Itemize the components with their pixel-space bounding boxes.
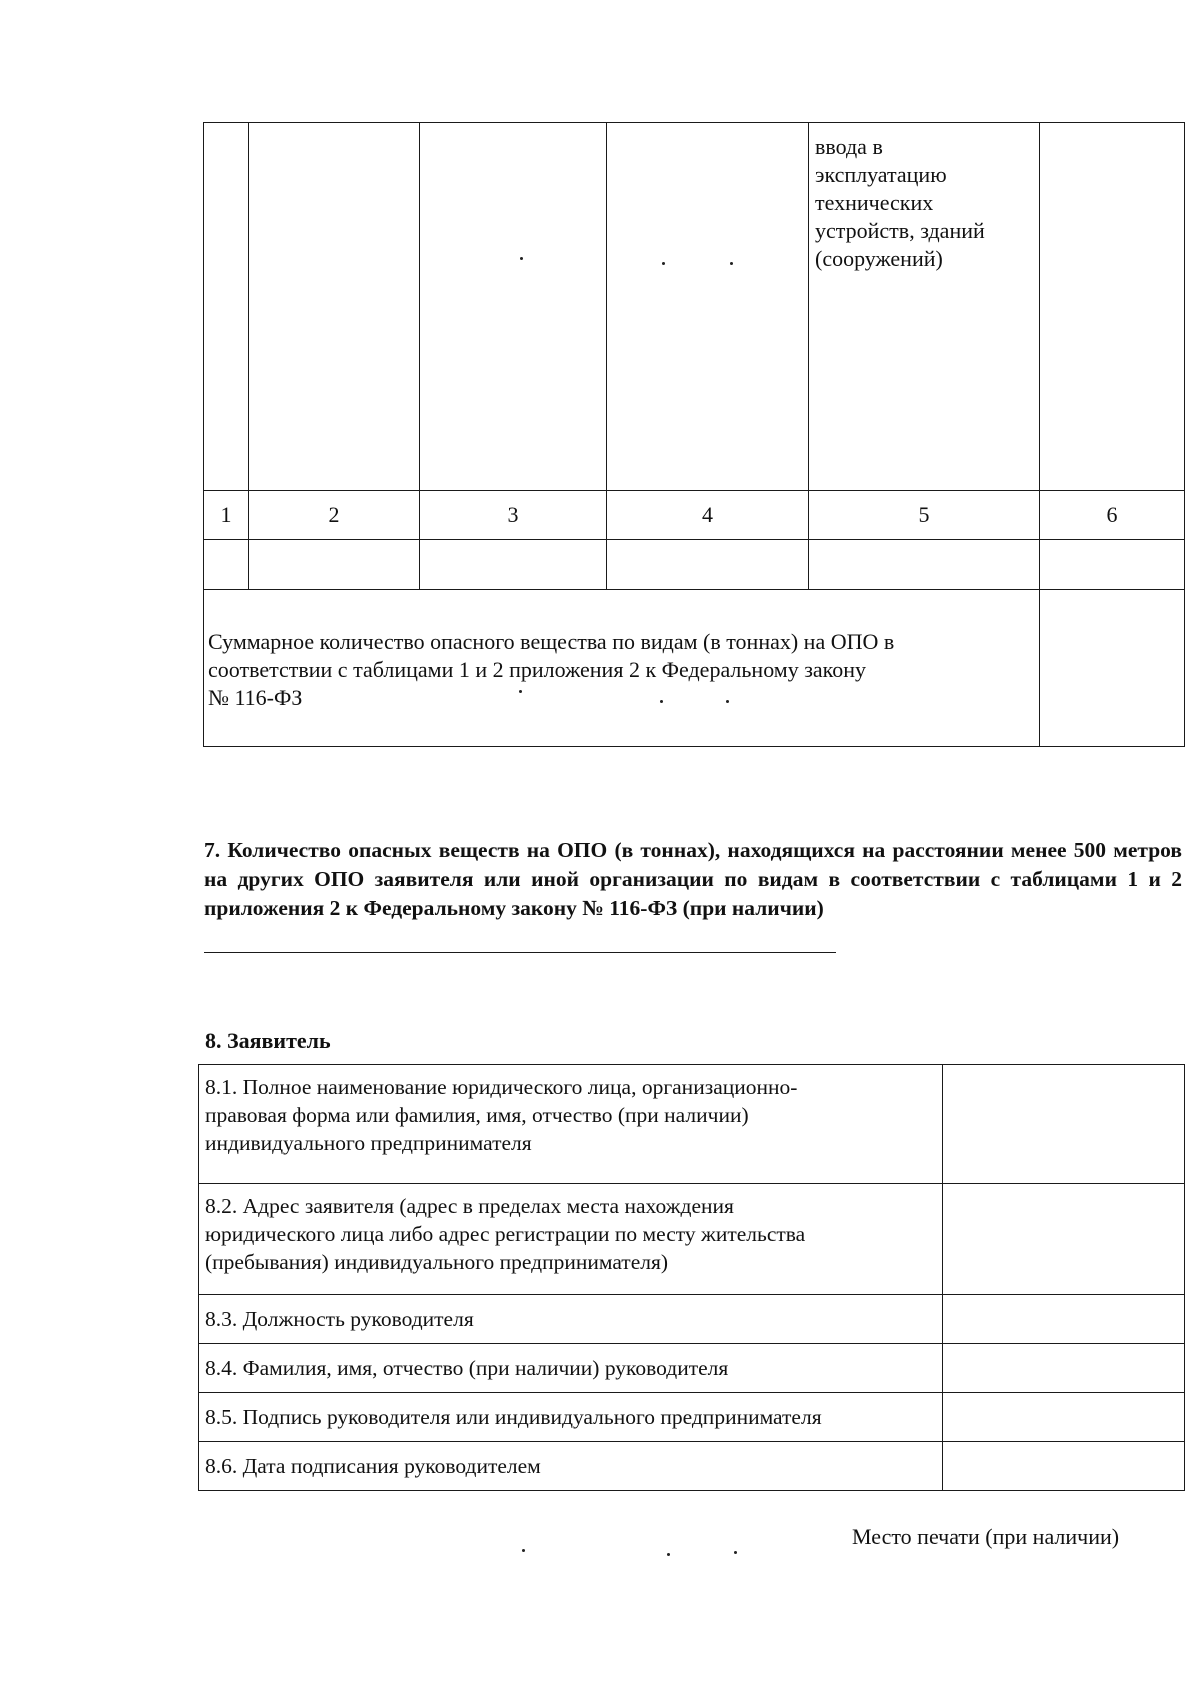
- applicant-value-cell[interactable]: [943, 1344, 1185, 1393]
- header-text-line: технических: [815, 190, 934, 215]
- header-text-line: ввода в: [815, 134, 883, 159]
- scan-speck: [734, 1551, 737, 1554]
- applicant-label: 8.5. Подпись руководителя или индивидуального предпринимателя: [199, 1393, 943, 1442]
- scan-speck: [662, 262, 665, 265]
- applicant-value-cell[interactable]: [943, 1393, 1185, 1442]
- header-cell-4: [607, 123, 809, 491]
- label-line: юридического лица либо адрес регистрации по месту жительства: [205, 1222, 806, 1246]
- summary-line: № 116-ФЗ: [208, 685, 303, 710]
- applicant-label: 8.6. Дата подписания руководителем: [199, 1442, 943, 1491]
- data-cell[interactable]: [809, 540, 1040, 590]
- applicant-row-8-1: [199, 1065, 1185, 1184]
- data-cell[interactable]: [607, 540, 809, 590]
- column-number: 1: [204, 491, 249, 540]
- column-number: 4: [607, 491, 809, 540]
- header-text-line: (сооружений): [815, 246, 943, 271]
- summary-line: Суммарное количество опасного вещества по видам (в тоннах) на ОПО в: [208, 629, 895, 654]
- scan-speck: [660, 700, 663, 703]
- section-8-title: 8. Заявитель: [205, 1028, 331, 1053]
- header-cell-3: [420, 123, 607, 491]
- scan-speck: [667, 1553, 670, 1556]
- scan-speck: [726, 700, 729, 703]
- applicant-table: [198, 1064, 1185, 1491]
- applicant-row-8-4: [199, 1344, 1185, 1393]
- applicant-row-8-5: [199, 1393, 1185, 1442]
- column-number: 3: [420, 491, 607, 540]
- applicant-label: 8.4. Фамилия, имя, отчество (при наличии) руководителя: [199, 1344, 943, 1393]
- applicant-value-cell[interactable]: [943, 1295, 1185, 1344]
- summary-row: [204, 590, 1185, 747]
- table-header-row: [204, 123, 1185, 491]
- applicant-label: 8.3. Должность руководителя: [199, 1295, 943, 1344]
- applicant-value-cell[interactable]: [943, 1065, 1185, 1184]
- column-number: 6: [1040, 491, 1185, 540]
- applicant-row-8-2: [199, 1184, 1185, 1295]
- scan-speck: [522, 1549, 525, 1552]
- applicant-value-cell[interactable]: [943, 1184, 1185, 1295]
- data-cell[interactable]: [420, 540, 607, 590]
- data-cell[interactable]: [1040, 540, 1185, 590]
- applicant-label: [199, 1065, 943, 1184]
- column-number: 2: [249, 491, 420, 540]
- summary-label-cell: [204, 590, 1040, 747]
- table-data-row: [204, 540, 1185, 590]
- scan-speck: [519, 690, 522, 693]
- header-text-line: устройств, зданий: [815, 218, 985, 243]
- header-cell-1: [204, 123, 249, 491]
- label-line: индивидуального предпринимателя: [205, 1131, 532, 1155]
- applicant-label: [199, 1184, 943, 1295]
- label-line: 8.1. Полное наименование юридического лица, организационно-: [205, 1075, 798, 1099]
- label-line: 8.2. Адрес заявителя (адрес в пределах места нахождения: [205, 1194, 734, 1218]
- label-line: правовая форма или фамилия, имя, отчество (при наличии): [205, 1103, 749, 1127]
- header-text-line: эксплуатацию: [815, 162, 947, 187]
- header-cell-6: [1040, 123, 1185, 491]
- applicant-row-8-3: [199, 1295, 1185, 1344]
- stamp-place-note: Место печати (при наличии): [852, 1524, 1120, 1549]
- data-cell[interactable]: [249, 540, 420, 590]
- summary-value-cell[interactable]: [1040, 590, 1185, 747]
- scan-speck: [520, 257, 523, 260]
- summary-line: соответствии с таблицами 1 и 2 приложения 2 к Федеральному закону: [208, 657, 866, 682]
- data-cell[interactable]: [204, 540, 249, 590]
- column-number: 5: [809, 491, 1040, 540]
- header-cell-5: [809, 123, 1040, 491]
- column-number-row: [204, 491, 1185, 540]
- section-7-fill-line[interactable]: [204, 952, 836, 953]
- label-line: (пребывания) индивидуального предпринимателя): [205, 1250, 669, 1274]
- applicant-value-cell[interactable]: [943, 1442, 1185, 1491]
- applicant-row-8-6: [199, 1442, 1185, 1491]
- scan-speck: [730, 262, 733, 265]
- hazardous-substance-table: [203, 122, 1185, 747]
- header-cell-2: [249, 123, 420, 491]
- section-7-text: 7. Количество опасных веществ на ОПО (в тоннах), находящихся на расстоянии менее 500 метров на других ОПО заявителя или иной организации по видам в соответствии с таблицами 1 и 2 приложения 2 к Федеральному закону № 116-ФЗ (при наличии): [204, 838, 1182, 920]
